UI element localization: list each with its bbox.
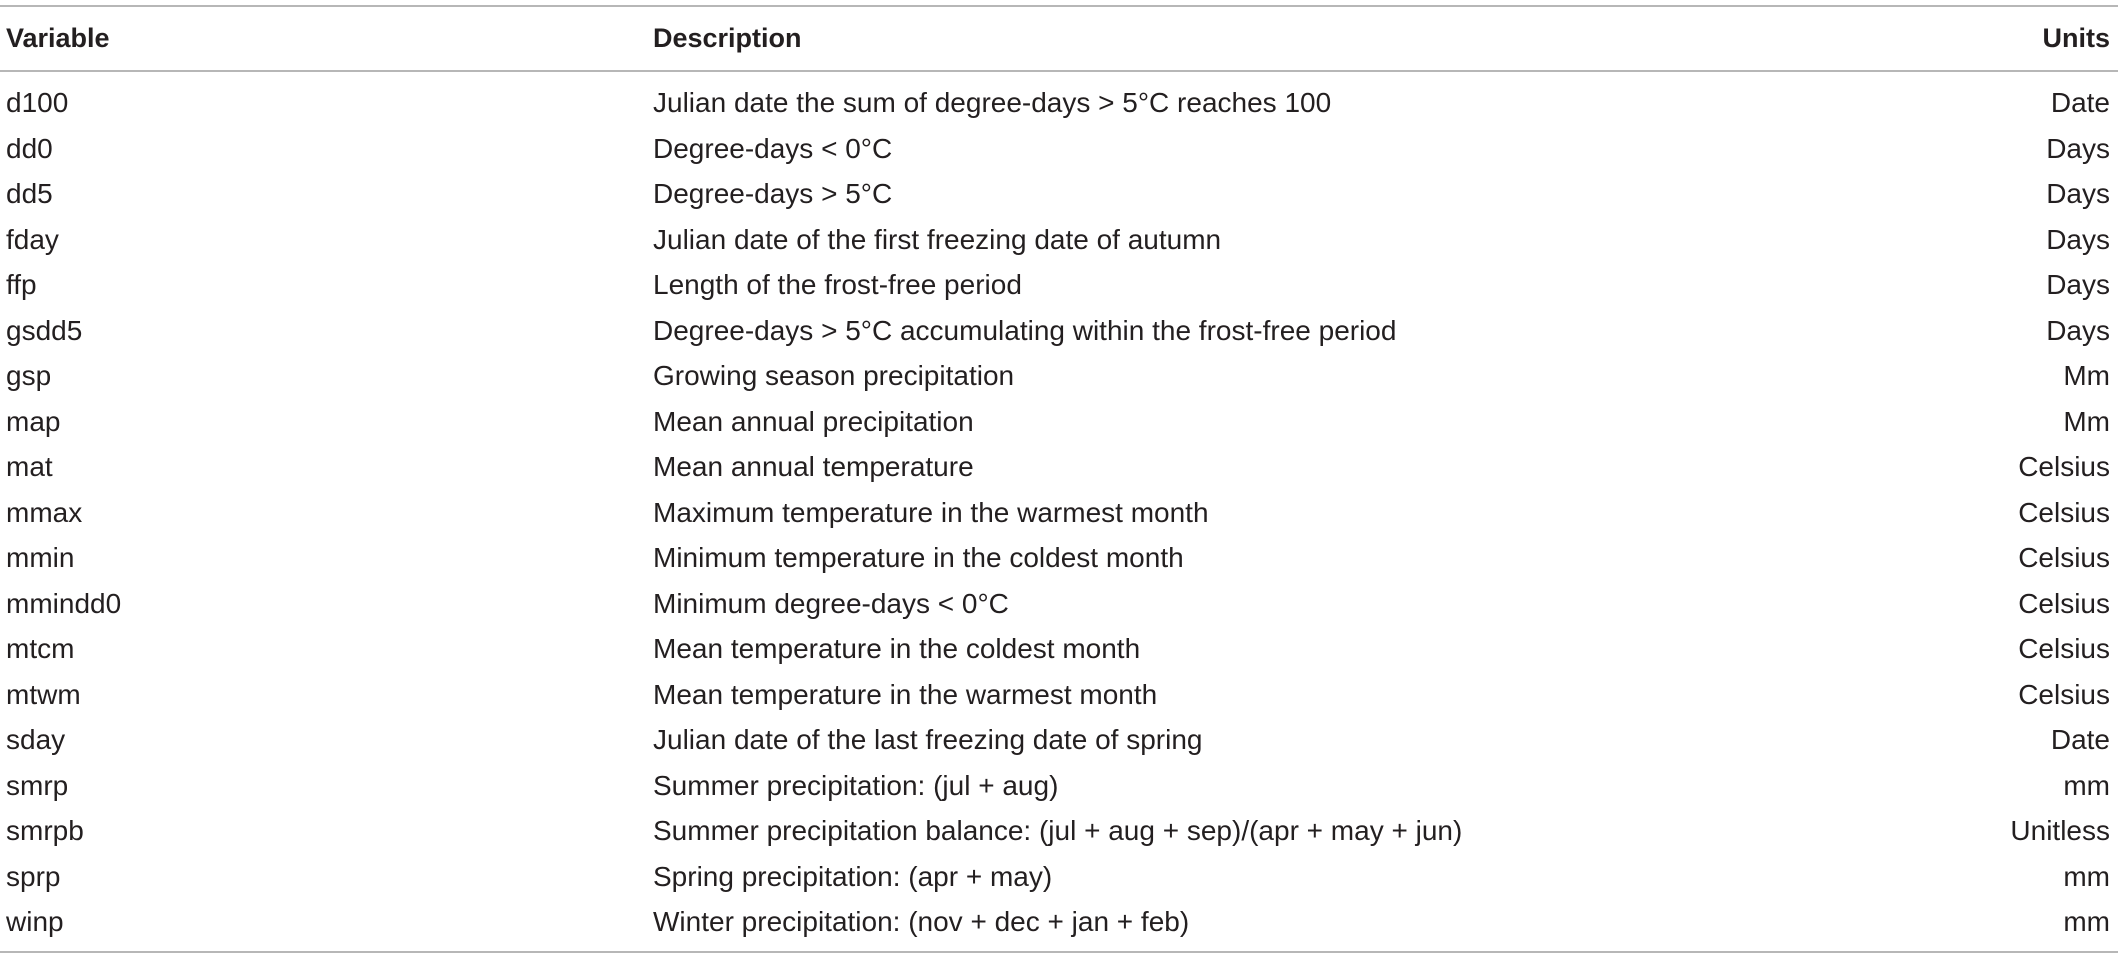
cell-description: Julian date of the first freezing date of autumn — [653, 223, 1222, 255]
cell-units: Celsius — [2018, 633, 2110, 664]
cell-units: Days — [2046, 178, 2110, 209]
header-units: Units — [2042, 23, 2110, 53]
cell-variable: d100 — [6, 87, 69, 118]
cell-units: Celsius — [2018, 451, 2110, 482]
cell-units: Days — [2046, 223, 2110, 255]
cell-units: Date — [2050, 724, 2110, 755]
cell-units: Mm — [2063, 360, 2110, 391]
cell-description: Degree-days > 5°C — [653, 178, 893, 209]
table-row — [0, 537, 2118, 583]
table-row — [0, 492, 2118, 538]
table-row — [0, 810, 2118, 856]
cell-description: Julian date of the last freezing date of spring — [653, 724, 1203, 755]
table-header-rule — [0, 70, 2118, 72]
cell-variable: mtwm — [6, 678, 81, 710]
table-row — [0, 310, 2118, 356]
cell-units: Celsius — [2018, 542, 2110, 573]
cell-description: Degree-days > 5°C accumulating within the frost-free period — [653, 314, 1397, 346]
cell-units: Mm — [2063, 405, 2110, 437]
cell-units: Date — [2050, 87, 2110, 118]
table-row — [0, 173, 2118, 219]
cell-variable: mmax — [6, 496, 83, 528]
cell-units: mm — [2063, 860, 2110, 892]
cell-description: Minimum temperature in the coldest month — [653, 542, 1184, 573]
cell-variable: winp — [6, 906, 64, 937]
table-row — [0, 765, 2118, 811]
cell-description: Growing season precipitation — [653, 360, 1015, 391]
cell-variable: sday — [6, 724, 66, 755]
cell-variable: fday — [6, 223, 59, 255]
cell-units: Days — [2046, 132, 2110, 164]
cell-units: mm — [2063, 906, 2110, 937]
table-row — [0, 355, 2118, 401]
cell-units: Days — [2046, 269, 2110, 300]
table-body — [0, 82, 2118, 947]
table-row — [0, 674, 2118, 720]
cell-description: Degree-days < 0°C — [653, 132, 893, 164]
cell-description: Mean temperature in the coldest month — [653, 633, 1141, 664]
cell-description: Maximum temperature in the warmest month — [653, 496, 1209, 528]
table-row — [0, 219, 2118, 265]
cell-units: Unitless — [2010, 815, 2110, 846]
cell-description: Summer precipitation: (jul + aug) — [653, 769, 1059, 801]
cell-units: Celsius — [2018, 678, 2110, 710]
table-top-rule — [0, 5, 2118, 7]
cell-units: mm — [2063, 769, 2110, 801]
table-row — [0, 901, 2118, 947]
cell-variable: mtcm — [6, 633, 75, 664]
cell-units: Days — [2046, 314, 2110, 346]
cell-variable: mat — [6, 451, 53, 482]
cell-variable: mmindd0 — [6, 587, 122, 619]
cell-variable: ffp — [6, 269, 37, 300]
table-row — [0, 401, 2118, 447]
header-description: Description — [653, 23, 802, 53]
cell-variable: mmin — [6, 542, 75, 573]
cell-description: Mean annual precipitation — [653, 405, 974, 437]
cell-variable: smrp — [6, 769, 69, 801]
table-row — [0, 446, 2118, 492]
cell-variable: dd5 — [6, 178, 53, 209]
cell-variable: gsp — [6, 360, 52, 391]
table-row — [0, 264, 2118, 310]
table-header-row — [0, 18, 2118, 58]
cell-variable: sprp — [6, 860, 61, 892]
cell-variable: gsdd5 — [6, 314, 83, 346]
cell-units: Celsius — [2018, 496, 2110, 528]
cell-description: Mean annual temperature — [653, 451, 974, 482]
table-row — [0, 128, 2118, 174]
cell-variable: dd0 — [6, 132, 53, 164]
cell-variable: map — [6, 405, 61, 437]
header-variable: Variable — [6, 23, 110, 53]
table-row — [0, 856, 2118, 902]
cell-description: Summer precipitation balance: (jul + aug + sep)/(apr + may + jun) — [653, 815, 1463, 846]
table-bottom-rule — [0, 951, 2118, 953]
table-row — [0, 82, 2118, 128]
table-row — [0, 719, 2118, 765]
cell-description: Spring precipitation: (apr + may) — [653, 860, 1053, 892]
cell-description: Mean temperature in the warmest month — [653, 678, 1158, 710]
table-row — [0, 583, 2118, 629]
cell-description: Length of the frost-free period — [653, 269, 1022, 300]
cell-description: Winter precipitation: (nov + dec + jan + feb) — [653, 906, 1190, 937]
table-row — [0, 628, 2118, 674]
cell-description: Minimum degree-days < 0°C — [653, 587, 1009, 619]
cell-description: Julian date the sum of degree-days > 5°C reaches 100 — [653, 87, 1332, 118]
cell-units: Celsius — [2018, 587, 2110, 619]
cell-variable: smrpb — [6, 815, 84, 846]
